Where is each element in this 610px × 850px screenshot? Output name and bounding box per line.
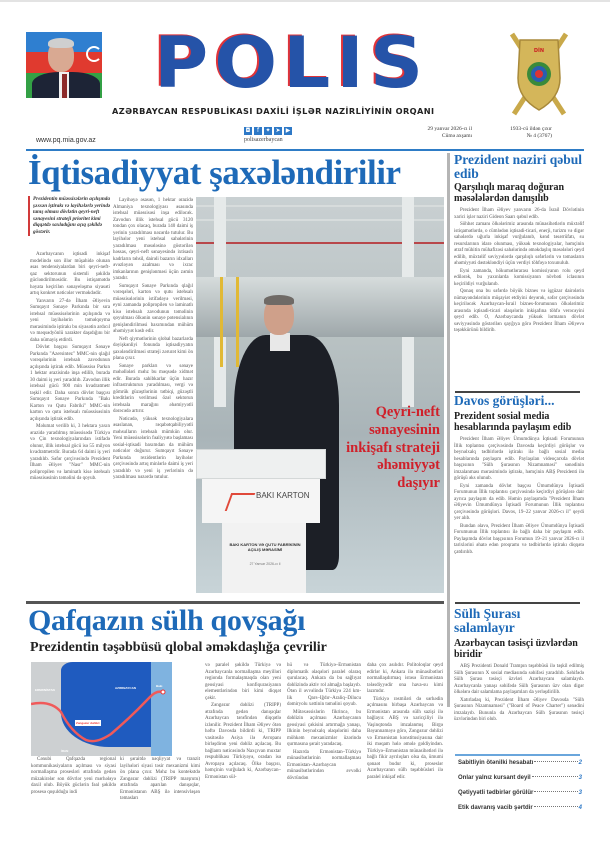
masthead-divider — [26, 149, 584, 151]
main-lead: Prezidentin müəssisələrin açılışında şəxsən iştirakı və layihələrlə yerində tanış olması dövlətin qeyri-neft sənayesini strateji prioritet kimi diqqətdə saxladığını açıq şəkildə göstərir. — [28, 196, 113, 236]
social-handle: polisazerbaycan — [244, 137, 283, 143]
paragraph: Layihəyə əsasən, 1 hektar ərazidə Almaniya texnologiyası əsasında istehsal müəssisəsi inşa ediləcək. Zavodun illik istehsal gücü 3120 tondan çox olacaq, burada 140 daimi iş yerinin yaradılması nəzərdə tutulur. Bu layihələr yeni istehsal sahələrinin yaradılması məsələsinə göstərilən həssas, qeyri-neft sənayesində ixtisaslı kadrların təhsil, dairəli bazarın idxalları əvəzləyən azalması və ixrac imkanlarının genişlənməsi üçün zəmin yaradır. — [113, 198, 193, 281]
person-hair — [264, 295, 294, 305]
sidebar-subheadline: Prezident sosial media hesablarında paylaşım edib — [454, 411, 572, 433]
paragraph: ki şəraitdə nəqliyyat və tranzit layihələri siyasi təsir mexanizmi kimi ön plana çıxır. Məhz bu kontekstdə Zəngəzur dəhlizi (TRIPP marşrutu) ətrafında aparılan danışıqlar, Ermənistanın ABŞ ilə intensivləşən təmasları — [120, 757, 200, 801]
social-icons — [244, 127, 292, 135]
toc-item[interactable] — [458, 760, 582, 775]
paragraph: Prezident İlham Əliyev Ümumdünya İqtisadi Forumunun İllik toplantısı çərçivəsində Davosda keçirdiyi görüşlər və beynəlxalq tədbirlərdə iştirakı ilə bağlı sosial media hesablarında paylaşım edib. Paylaşılan videoçarxda dövlət başçısının "Sülh Şurasının Nizamnaməsi" sənədinin imzalanması mərasimində iştirakı, həmçinin ABŞ Prezidenti ilə görüşü əks olunub. — [454, 437, 584, 481]
emblem-label: DİN — [533, 48, 545, 54]
toc-leader — [534, 791, 577, 792]
paragraph: Eyni zamanda dövlət başçısı Ümumdünya İqtisadi Forumunun İllik toplantısı çərçivəsində keçirdiyi görüşlərə dair ayrıca paylaşım da edib. Həmin paylaşımda "Prezident İlham Əliyevin Ümumdünya İqtisadi Forumunun İllik toplantısı çərçivəsində görüşləri. Davos, 19–22 yanvar 2026-cı il" qeydi yer alıb. — [454, 483, 584, 521]
main-photo — [196, 197, 444, 593]
toc-item[interactable] — [458, 775, 582, 790]
paragraph: Xatırladaq ki, Prezident İlham Əliyev Davosda "Sülh Şurasının Nizamnaməsi" ("Board of Peace Charter") sənədini imzalayıb. Bununla da Azərbaycan Sülh Şurasının təsisçi üzvlərindən biri olub. — [454, 697, 584, 722]
region-map — [31, 662, 172, 756]
bottom-subheadline: Prezidentin təşəbbüsü qlobal əməkdaşlığa çevrilir — [30, 640, 327, 655]
toc-leader — [534, 806, 578, 807]
map-label-iran: İRAN — [61, 749, 69, 753]
paragraph: Türkiyə rəsmiləri də sərhədin açılmasını birbaşa Azərbaycan və Ermənistan arasında sülh sazişi ilə bağlayır. ABŞ və xaricçiliyi ilə Vaşinqtonda imzalanmış Birgə Bəyannaməyə görə, Zəngəzur dəhlizi və Ermənistan konstitusiyasına dair iki məqam hələ əmələ gəldiyindən. Türkiyə–Ermənistan münasibətləri ilə bağlı fikir ayrılıqları olsa da, ümumi qənaət budur ki, proseslər Azərbaycanın sülh təşəbbüsləri ilə paralel inkişaf edir. — [367, 696, 443, 780]
toc-page: 2 — [578, 760, 582, 766]
toc-label: Qətiyyətli tədbirlər görülür — [458, 790, 534, 796]
bottom-column-2 — [120, 757, 200, 804]
sidebar-body — [454, 437, 584, 556]
since-text: 1933-cü ildən çıxır — [510, 126, 552, 132]
map-label-armenia: ERMƏNİSTAN — [35, 688, 55, 692]
sidebar-article-1 — [454, 153, 584, 336]
podium-top — [196, 449, 326, 479]
toc-label: Sabitliyin ötənilki hesabatı — [458, 760, 534, 766]
podium-base — [222, 523, 306, 593]
toc-item[interactable] — [458, 790, 582, 805]
main-column-2 — [113, 198, 193, 483]
newspaper-logo — [154, 22, 484, 105]
facebook-icon[interactable]: f — [254, 127, 262, 135]
paragraph: hü və Türkiyə–Ermənistan diplomatik əlaqələri paralel olaraq qurulacaq. Ankara da bu sağlıyat dəhlizində aktiv rol almağa başlayıb. Ötən il əvvəlində Türkiyə 224 km-lik Qars–Iğdır–Araliq–Dilucu dəmiryolu xəttinin təməlini qoyub. — [287, 663, 361, 707]
toc-divider — [455, 754, 580, 756]
main-headline: İqtisadiyyat şaxələndirilir — [28, 153, 401, 192]
sidebar-divider — [455, 602, 580, 604]
toc-label: Etik davranış vacib şərtdir — [458, 805, 533, 811]
toc-item[interactable] — [458, 805, 582, 820]
paragraph: Dövlət başçısı Sumqayıt Sənaye Parkında "Azersintez" MMC-nin qlağıl vərəqələrinin istehsalı zavodunun açılışında iştirak edib. Müəssisə Parkın 1 hektar ərazisində inşa edilib, burada 30 daimi iş yeri yaradılıb. Zavodun illik istehsal gücü 900 min kvadratmetr təşkil edir. Daha sonra dövlət başçısı Sumqayıt Sənaye Parkında "Bakı Karton və Qutu Fabriki" MMC-nin karton və qutu istehsalı müəssisəsinin açılışında iştirak edib. — [30, 345, 110, 422]
instagram-icon[interactable]: ◘ — [245, 127, 251, 134]
yellow-post — [236, 277, 239, 367]
issue-info — [500, 126, 552, 140]
issue-number: № 4 (3767) — [526, 133, 552, 139]
bottom-headline: Qafqazın sülh qovşağı — [28, 604, 306, 637]
sidebar-subheadline: Qarşılıqlı maraq doğuran məsələlərdən danışılıb — [454, 182, 565, 204]
sidebar-headline: Sülh Şurası salamlayır — [454, 606, 521, 635]
toc-leader — [534, 761, 577, 762]
paragraph: Məlumat verilib ki, 3 hektara yaxın ərazidə yaradılmış müəssisədə Türkiyə və Çin texnologiyalarından istifadə olunur, illik istehsal gücü isə 55 milyon kvadratmetrdir. Burada 64 daimi iş yeri yaradılıb. Səfər çərçivəsində Prezident İlham Əliyev "Nasr" MMC-nin polipropilen və laminatlı kisə istehsalı müəssisəsinin təməlini də qoyub. — [30, 424, 110, 481]
sidebar-border — [447, 153, 450, 707]
paragraph: Mütəxəssislərin fikrincə, bu dəhlizin açılması Azərbaycanın geosiyasi çəkisini artırmağa yanaşı, Ilkinin beynəlxalq əlaqələrini daha möhkəm mexanizmlər üzərində qurmasına şərait yaradacaq. — [287, 709, 361, 747]
masthead-subtitle: AZƏRBAYCAN RESPUBLİKASI DAXİLİ İŞLƏR NAZİRLİYİNİN ORQANI — [112, 106, 435, 116]
paragraph: Sumqayıt Sənaye Parkında qlağıl vərəqələri, karton və qutu istehsalı müəssisələrinin istifadəyə verilməsi, eyni zamanda polipropilen və laminatlı kisə istehsalı zavodunun təməlinin qoyulması ölkənin sənaye potensialının genişləndirilməsi baxımından mühüm əhəmiyyət kəsb edir. — [113, 283, 193, 334]
table-of-contents — [458, 760, 582, 820]
paragraph: daha çox asılıdır. Politoloqlar qeyd edirlər ki, Ankara ilə münasibətləri normallaşdırmaq istəsə Ermənistan tələsdiyyədir ona hava-su kimi lazımdır. — [367, 663, 443, 694]
sidebar-headline: Davos görüşləri... — [454, 393, 555, 408]
paragraph: Cənubi Qafqazda regional kommunikasiyaların açılması və siyasi normallaşma prosesləri ətrafında gedən müzakirələr son dövrlər yeni mərhələyə daxil olub. Böyük güclərin fəal şəkildə prosesə qoşulduğu indi — [31, 757, 116, 795]
bottom-column-4 — [287, 663, 361, 783]
police-emblem-icon — [506, 28, 572, 118]
founder-portrait — [26, 32, 102, 98]
date-text: 29 yanvar 2026-cı il — [427, 126, 472, 132]
toc-page: 3 — [578, 790, 582, 796]
bottom-column-1 — [31, 757, 116, 797]
paragraph: Eyni zamanda, hökumətlərarası komissiyanın rolu qeyd edilərək, bu yaxınlarda komissiyanın növbəti iclasının keçirildiyi vurğulanıb. — [454, 268, 584, 287]
youtube-icon[interactable]: ▶ — [285, 127, 291, 134]
paragraph: Sənaye parkları və sənaye məhəllələri məhz bu məqsədə xidmət edir. Burada sahibkarlar üçün hazır infrastrukturun yaradılması, vergi və gömrük güzəştlərinin tətbiqi, güzəştli kreditlərin verilməsi özəl sektorun istehsala marağını əhəmiyyətli dərəcədə artırır. — [113, 363, 193, 414]
telegram-icon[interactable]: ➤ — [275, 127, 281, 134]
route-line — [31, 662, 172, 756]
top-border — [0, 0, 610, 2]
sidebar-article-3 — [454, 607, 584, 725]
pull-quote: Qeyri-neft sənayesinin inkişafı strateji əhəmiyyət daşıyır — [346, 404, 440, 492]
paragraph: ABŞ Prezidenti Donald Trampın təşəbbüsü ilə təşkil edilmiş Sülh Şurasının X sosial mediasında səhifəsi yaradılıb. Səhifədə Sülh Şurası təsisçi üzvləri Azərbaycanı salamlayıb. Azərbaycanla yanaşı səhifədə Sülh Şurasının üzv olan digər ölkələrə dair salamlama paylaşımları da yerləşdirilib. — [454, 664, 584, 695]
podium-caption: BAKI KARTON VƏ QUTU FABRİKİNİN AÇILIŞ MƏRASİMİ — [229, 542, 301, 552]
main-column-1 — [30, 252, 110, 484]
map-label-baku: Bakı — [156, 684, 163, 688]
portrait-tie — [62, 74, 67, 98]
bottom-column-5 — [367, 663, 443, 782]
paragraph: Qonaq ona bu səfərdə böyük biznes və işgüzar dairələrin nümayəndələrinin müşayiət etdiyini deyərək, səfər çərçivəsində keçiriləcək Azərbaycan-İsrail biznes-forumunun ölkələrimiz arasında iqtisadi-ticari əlaqələrin inkişafına töhfə verəcəyini qeyd edib. O, Azərbaycanda yüksək lərmanın dövlət səviyyəsində göstərilən qayğıya görə Prezident İlham Əliyevə təşəkkürünü bildirib. — [454, 289, 584, 333]
toc-label: Onlar yalnız kursant deyil — [458, 775, 531, 781]
paragraph: Azərbaycanın iqtisadi inkişaf modelində son illər müşahidə olunan əsas tendensiyalardan biri qeyri-neft-qaz sektorunun sistemli şəkildə gücləndirilməsidir. Bu istiqamətdə həyata keçirilən sənayeləşmə siyasəti artıq konkret nəticələr verməkdədir. — [30, 252, 110, 296]
paragraph: və paralel şəkildə Türkiyə və Azərbaycanla normallaşma meyilləri regionda formalaşmaqda olan yeni geosiyasi konfiqurasiyanın elementlərindən biri kimi diqqət çəkir. — [205, 663, 281, 701]
yellow-post — [220, 277, 223, 367]
logo-text: POLIS — [154, 22, 430, 105]
portrait-hair — [48, 38, 74, 48]
podium-brand: BAKI KARTON — [256, 491, 310, 500]
podium-date: 27 Yanvar 2026-cı il — [249, 562, 281, 566]
sidebar-article-2 — [454, 394, 584, 557]
toc-page: 3 — [578, 775, 582, 781]
paragraph: Neft qiymətlərinin qlobal bazarlarda dəyişkənliyi fonunda iqtisadiyyatın şaxələndirilməsi strateji zərurət kimi ön plana çıxır. — [113, 336, 193, 361]
paragraph: Yanvarın 27-də İlham Əliyevin Sumqayıt Sənaye Parkında bir sıra istehsal müəssisələrinin açılışında və yeni layihələrin təməlqoyma mərasimində iştirakı bu siyasətin ardıcıl və məqsədyönlü xarakter daşıdığını bir daha nümayiş etdirdi. — [30, 298, 110, 343]
paragraph: Bundan əlavə, Prezident İlham Əliyev Ümumdünya İqtisadi Forumunun İllik toplantısı ilə bağlı daha bir paylaşım edib. Paylaşımda dövlət başçısının Forumun 19–21 yanvar 2026-cı il tarixlərini əhatə edən proqramı və tədbirlərdə iştirakı diqqətə çatdırılıb. — [454, 523, 584, 555]
paragraph: Zəngəzur dəhlizi (TRIPP) ətrafında gedən danışıqlar Azərbaycan tərəfindən diqqətlə izlənilir. Prezident İlham Əliyev ötən həftə Davosda bildirdi ki, TRIPP vasitəsilə Asiya ilə Avropanı birləşdirən yeni dəhliz açılacaq. Bu bağlantı nəticəsində Naxçıvan muxtar respublikası Türkiyəyə, oradan isə Avropaya açılacaq. Ölkə başçısı, həmçinin vurğuladı ki, Azərbaycan–Ermənistan sül- — [205, 703, 281, 780]
paragraph: Hazırda Ermənistan–Türkiyə münasibətlərinin normallaşması Ermənistan–Azərbaycan münasibətlərindən əvvəlki dövründən — [287, 749, 361, 781]
paragraph: Prezident İlham Əliyev yanvarın 26-da İsrail Dövlətinin xarici işlər naziri Gideon Saarı qəbul edib. — [454, 208, 584, 220]
bottom-column-3 — [205, 663, 281, 782]
issue-date — [412, 126, 472, 140]
person-collar — [270, 333, 290, 351]
paragraph: Nəticədə, yüksək texnologiyalara əsaslanan, rəqabətqabiliyyətli məhsulların istehsalı mümkün olur. Yeni müəssisələrin fəaliyyətə başlaması sosial-iqtisadi baxımdan da mühüm nəticələr doğurur. Sumqayıt Sənaye Parkında rezidentlərin layihələr çərçivəsində artıq minlərlə daimi iş yeri yaradılıb və yeni iş yerlərinin də yaradılması nəzərdə tutulur. — [113, 416, 193, 480]
sidebar-subheadline: Azərbaycan təsisçi üzvlərdən biridir — [454, 638, 578, 660]
map-label-azerbaijan: AZƏRBAYCAN — [115, 686, 136, 690]
paragraph: Söhbət zamanı ölkələrimiz arasında münasibətlərin müxtəlif istiqamətlərdə, o cümlədən iqtisadi-ticari, enerji, turizm və digər sahələrdə uğurla inkişaf vurğulanıb, kənd təsərrüfatı, su resurslarının idarə olunması, yüksək texnologiyalar, həmçinin ətraf mühitin mühafizəsi sahələrində əməkdaşlıq məsələləri qeyd edilib, müxtəlif səviyyələrdə qarşılıqlı səfərlərin və təmasların əhəmiyyəti dəstəkləndiyi üçün verdiyi töhfəyə toxunulub. — [454, 222, 584, 266]
map-label-route: Zəngəzur dəhlizi — [76, 721, 100, 725]
flag-crescent-icon — [86, 46, 102, 62]
website-link[interactable]: www.pq.mia.gov.az — [36, 137, 96, 144]
factory-machinery — [196, 277, 444, 337]
podium-sign — [202, 479, 320, 523]
sidebar-body — [454, 208, 584, 335]
sidebar-body — [454, 664, 584, 724]
toc-page: 4 — [578, 805, 582, 811]
weekday-text: Cümə axşamı — [441, 133, 472, 139]
toc-leader — [532, 776, 578, 777]
sidebar-headline: Prezident naziri qəbul edib — [454, 152, 582, 181]
twitter-icon[interactable]: ✦ — [265, 127, 271, 134]
